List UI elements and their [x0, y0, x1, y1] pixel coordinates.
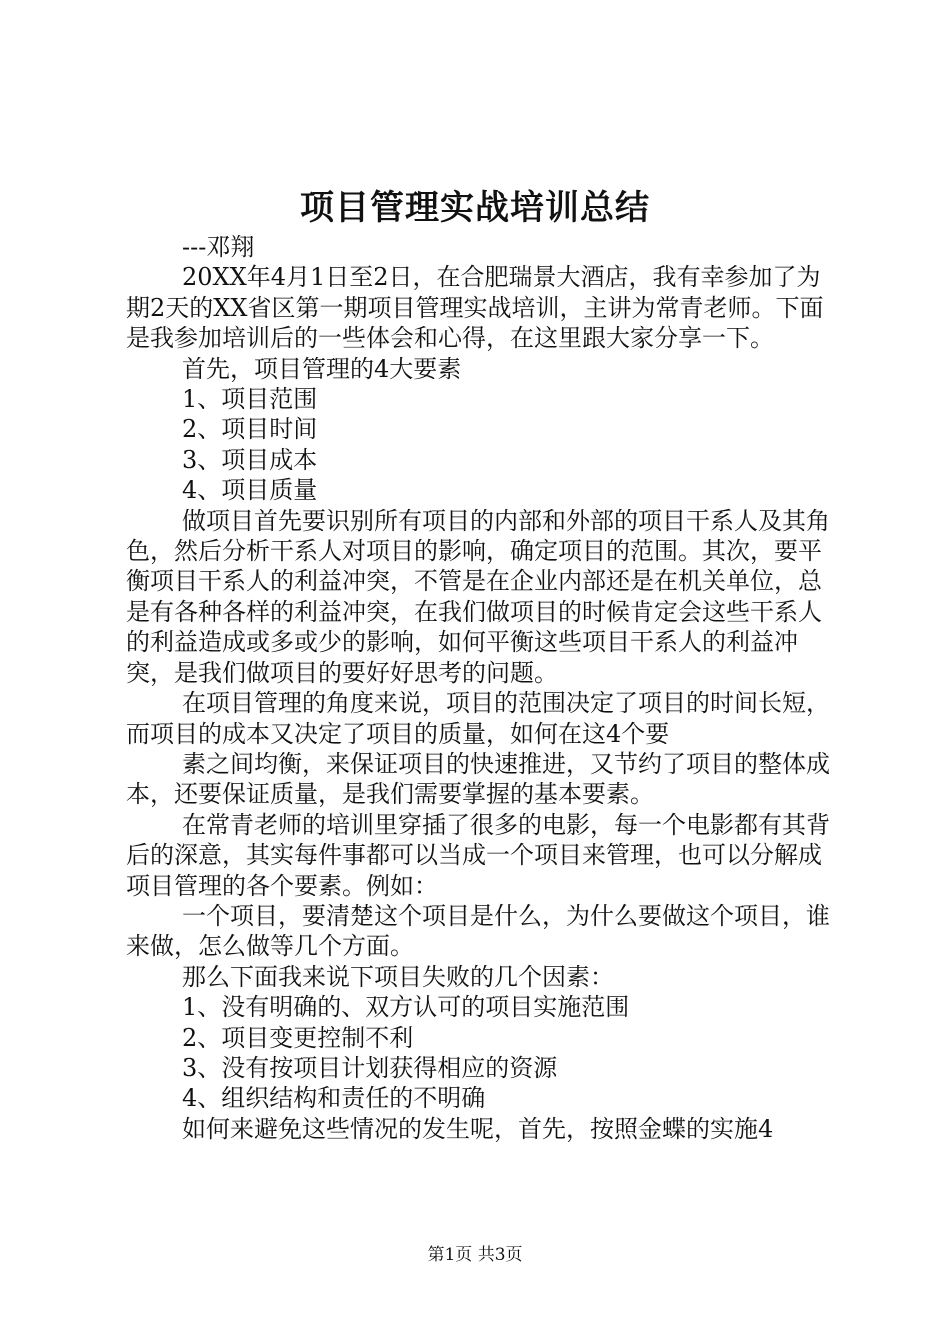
- page-footer: 第1页 共3页: [427, 1245, 523, 1265]
- list-item: 3、没有按项目计划获得相应的资源: [182, 1053, 558, 1082]
- paragraph: 做项目首先要识别所有项目的内部和外部的项目干系人及其角色，然后分析干系人对项目的影响，确定项目的范围。其次，要平衡项目干系人的利益冲突，不管是在企业内部还是在机关单位，总是有各种各样的利益冲突，在我们做项目的时候肯定会这些干系人的利益造成或多或少的影响，如何平衡这些项目干系人的利益冲突，是我们做项目的要好好思考的问题。: [126, 506, 830, 687]
- paragraph: 那么下面我来说下项目失败的几个因素：: [182, 962, 614, 991]
- author-line: ---邓翔: [182, 233, 255, 261]
- paragraph: 在常青老师的培训里穿插了很多的电影，每一个电影都有其背后的深意，其实每件事都可以当成一个项目来管理，也可以分解成项目管理的各个要素。例如：: [126, 810, 830, 900]
- paragraph: 素之间均衡，来保证项目的快速推进，又节约了项目的整体成本，还要保证质量，是我们需要掌握的基本要素。: [126, 749, 830, 809]
- list-item: 1、没有明确的、双方认可的项目实施范围: [182, 993, 630, 1022]
- list-item: 4、项目质量: [182, 476, 318, 505]
- document-body: [126, 232, 832, 1144]
- paragraph: 在项目管理的角度来说，项目的范围决定了项目的时间长短，而项目的成本又决定了项目的质量，如何在这4个要: [126, 689, 830, 748]
- paragraph: 如何来避免这些情况的发生呢，首先，按照金蝶的实施4: [182, 1114, 774, 1143]
- paragraph: 20XX年4月1日至2日，在合肥瑞景大酒店，我有幸参加了为期2天的XX省区第一期项目管理实战培训，主讲为常青老师。下面是我参加培训后的一些体会和心得，在这里跟大家分享一下。: [126, 263, 824, 353]
- list-item: 3、项目成本: [182, 445, 318, 474]
- list-item: 4、组织结构和责任的不明确: [182, 1084, 486, 1113]
- list-item: 2、项目时间: [182, 415, 318, 444]
- page-title: 项目管理实战培训总结: [300, 188, 650, 228]
- list-item: 2、项目变更控制不利: [182, 1023, 414, 1052]
- list-item: 1、项目范围: [182, 385, 318, 414]
- paragraph: 一个项目，要清楚这个项目是什么，为什么要做这个项目，谁来做，怎么做等几个方面。: [126, 901, 830, 961]
- paragraph: 首先，项目管理的4大要素: [182, 354, 462, 383]
